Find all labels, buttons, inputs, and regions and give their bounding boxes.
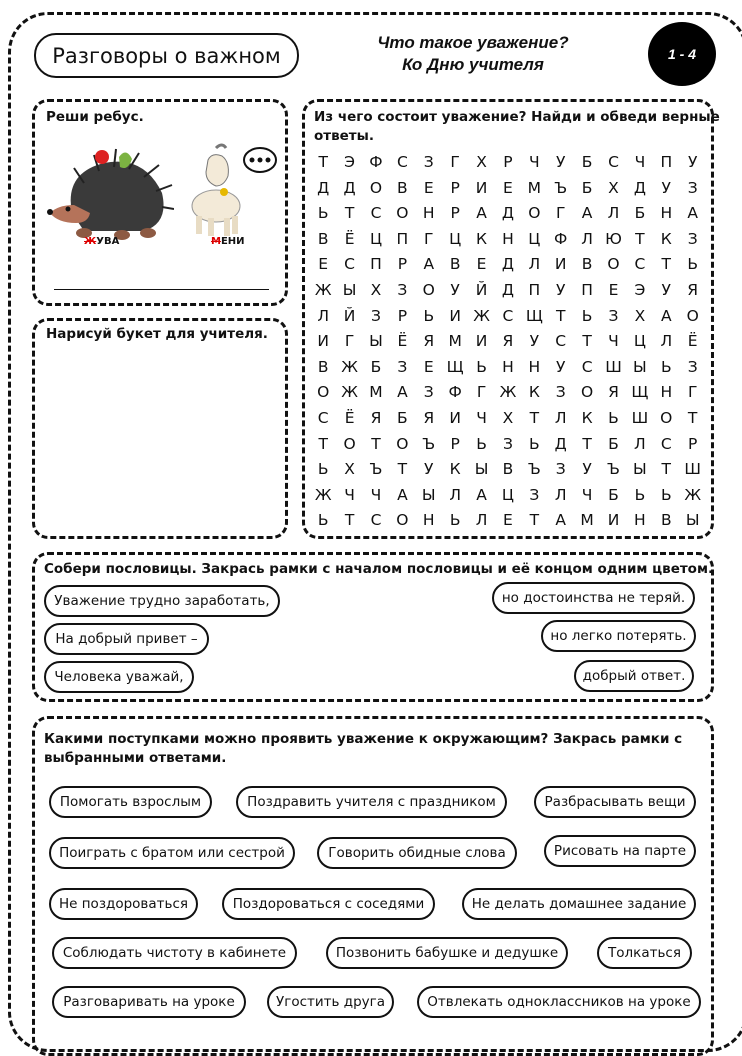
topic-title: Разговоры о важном (34, 33, 299, 78)
grid-letter[interactable]: З (555, 383, 566, 402)
proverb-end-2[interactable]: но легко потерять. (541, 620, 696, 652)
grid-letter[interactable]: Л (554, 485, 567, 504)
grid-letter[interactable]: З (423, 153, 434, 171)
grid-letter[interactable]: Т (555, 306, 566, 325)
proverb-start-2[interactable]: На добрый привет – (44, 623, 209, 655)
grid-letter[interactable]: Ь (634, 485, 646, 504)
grid-letter[interactable]: Ь (476, 357, 487, 376)
grid-letter[interactable]: Ё (344, 408, 355, 427)
grid-letter[interactable]: В (449, 255, 461, 274)
grid-letter[interactable]: Ь (687, 255, 698, 274)
grid-letter[interactable]: З (687, 357, 698, 376)
grid-letter[interactable]: И (317, 332, 329, 351)
grid-letter[interactable]: П (581, 280, 593, 299)
grid-letter[interactable]: К (528, 383, 540, 402)
grid-letter[interactable]: З (687, 229, 698, 248)
grid-letter[interactable]: Ъ (527, 460, 541, 479)
grid-letter[interactable]: С (317, 408, 329, 427)
grid-letter[interactable]: В (581, 255, 593, 274)
grid-letter[interactable]: Л (317, 306, 330, 325)
grid-letter[interactable]: Ь (529, 434, 540, 453)
grid-letter[interactable]: Ж (314, 280, 332, 299)
grid-letter[interactable]: Л (449, 485, 461, 504)
grid-letter[interactable]: Е (423, 357, 434, 376)
grid-letter[interactable]: У (582, 460, 592, 479)
grid-letter[interactable]: Т (687, 408, 698, 427)
deed-option[interactable]: Не поздороваться (49, 888, 198, 920)
grid-letter[interactable]: Ы (633, 460, 647, 479)
grid-letter[interactable]: З (608, 306, 619, 325)
grid-letter[interactable]: Ц (501, 485, 514, 504)
grid-letter[interactable]: З (687, 178, 698, 197)
grid-letter[interactable]: Д (501, 204, 514, 223)
grid-letter[interactable]: А (581, 204, 593, 223)
proverb-end-1[interactable]: но достоинства не теряй. (492, 582, 695, 614)
grid-letter[interactable]: Р (450, 204, 460, 223)
rebus-title: Реши ребус. (46, 109, 144, 125)
grid-letter[interactable]: Т (344, 204, 355, 223)
grid-letter[interactable]: С (555, 332, 567, 351)
grid-letter[interactable]: Ж (341, 357, 358, 376)
grid-letter[interactable]: А (397, 485, 408, 504)
grid-letter[interactable]: Ч (529, 153, 540, 171)
grid-letter[interactable]: Э (344, 153, 355, 171)
grid-letter[interactable]: Л (554, 408, 567, 427)
grid-letter[interactable]: Е (608, 280, 619, 299)
deed-option[interactable]: Говорить обидные слова (317, 837, 517, 869)
answer-line[interactable] (54, 289, 269, 290)
grid-letter[interactable]: Т (397, 460, 408, 479)
grid-letter[interactable]: Р (397, 255, 408, 274)
proverb-end-3[interactable]: добрый ответ. (574, 660, 694, 692)
grid-letter[interactable]: Л (607, 204, 620, 223)
grid-letter[interactable]: У (661, 280, 671, 299)
grid-letter[interactable]: З (423, 383, 434, 402)
grid-letter[interactable]: Ж (341, 383, 358, 402)
grid-letter[interactable]: Я (370, 408, 382, 427)
grid-letter[interactable]: Я (608, 383, 619, 402)
grid-letter[interactable]: С (370, 511, 382, 530)
grid-letter[interactable]: Л (581, 229, 593, 248)
grid-letter[interactable]: Г (687, 383, 698, 402)
deed-option[interactable]: Рисовать на парте (544, 835, 696, 867)
grid-letter[interactable]: Ц (528, 229, 541, 248)
grid-letter[interactable]: Ы (474, 460, 489, 479)
grid-letter[interactable]: Г (424, 229, 434, 248)
grid-letter[interactable]: С (581, 357, 593, 376)
grid-letter[interactable]: Я (502, 332, 514, 351)
grid-letter[interactable]: У (424, 460, 434, 479)
grid-letter[interactable]: Т (582, 332, 592, 351)
grid-letter[interactable]: И (475, 332, 488, 351)
grid-letter[interactable]: Ж (684, 485, 702, 504)
grid-letter[interactable]: Е (503, 178, 513, 197)
grid-letter[interactable]: А (397, 383, 408, 402)
deed-option[interactable]: Отвлекать одноклассников на уроке (417, 986, 701, 1018)
grid-letter[interactable]: Е (318, 255, 329, 274)
page-title (318, 32, 628, 76)
grid-letter[interactable]: И (475, 178, 488, 197)
grid-letter[interactable]: Д (343, 178, 356, 197)
deed-option[interactable]: Разбрасывать вещи (534, 786, 696, 818)
grid-letter[interactable]: Н (660, 204, 673, 223)
grid-letter[interactable]: Х (476, 153, 487, 171)
grid-letter[interactable]: С (396, 153, 408, 171)
grid-letter[interactable]: Т (635, 229, 645, 248)
grid-letter[interactable]: С (344, 255, 355, 274)
grid-letter[interactable]: М (580, 511, 594, 530)
grid-letter[interactable]: У (555, 280, 566, 299)
grid-letter[interactable]: Ч (370, 485, 382, 504)
grid-letter[interactable]: У (687, 153, 698, 171)
grid-letter[interactable]: К (449, 460, 461, 479)
grid-letter[interactable]: Ц (369, 229, 382, 248)
title-line-1: Что такое уважение? (377, 33, 569, 52)
grid-letter[interactable]: М (527, 178, 541, 197)
wordsearch-title: Из чего состоит уважение? Найди и обведи верные ответы. (314, 109, 720, 144)
grid-letter[interactable]: Р (503, 153, 513, 171)
grid-letter[interactable]: У (661, 178, 671, 197)
grid-letter[interactable]: Т (582, 434, 592, 453)
grid-letter[interactable]: Н (502, 229, 514, 248)
grid-letter[interactable]: З (555, 460, 566, 479)
drawing-box[interactable] (32, 318, 288, 539)
grid-letter[interactable]: Ы (633, 357, 647, 376)
proverb-start-1[interactable]: Уважение трудно заработать, (44, 585, 280, 617)
grid-letter[interactable]: Р (687, 434, 698, 453)
grid-letter[interactable]: В (660, 511, 672, 530)
grid-letter[interactable]: Х (344, 460, 355, 479)
grid-letter[interactable]: С (370, 204, 382, 223)
deed-option[interactable]: Позвонить бабушке и дедушке (326, 937, 568, 969)
grid-letter[interactable]: Н (502, 357, 514, 376)
grid-letter[interactable]: К (476, 229, 488, 248)
grid-letter[interactable]: Ч (634, 153, 646, 171)
letter-grid[interactable] (310, 150, 706, 534)
goat-icon (186, 142, 278, 238)
grid-letter[interactable]: З (397, 280, 408, 299)
proverb-start-3[interactable]: Человека уважай, (44, 661, 194, 693)
drawing-title: Нарисуй букет для учителя. (46, 326, 268, 342)
grid-letter[interactable]: Ж (314, 485, 332, 504)
grid-letter[interactable]: Ж (473, 306, 490, 325)
grid-letter[interactable]: О (607, 255, 620, 274)
grid-letter[interactable]: Ю (605, 229, 622, 248)
grid-letter[interactable]: Б (370, 357, 382, 376)
grid-letter[interactable]: У (555, 153, 566, 171)
grid-letter[interactable]: З (371, 306, 381, 325)
grid-letter[interactable]: Я (687, 280, 699, 299)
grid-letter[interactable]: Р (397, 306, 408, 325)
rebus-word-2: МЕНИ (211, 236, 245, 247)
grid-letter[interactable]: Б (608, 434, 619, 453)
grid-letter[interactable]: Ь (423, 306, 435, 325)
grid-letter[interactable]: К (581, 408, 593, 427)
grid-letter[interactable]: Щ (525, 306, 543, 325)
grid-letter[interactable]: Й (475, 280, 488, 299)
grid-letter[interactable]: О (396, 511, 409, 530)
grid-letter[interactable]: С (608, 153, 619, 171)
deed-option[interactable]: Соблюдать чистоту в кабинете (52, 937, 297, 969)
deed-option[interactable]: Разговаривать на уроке (52, 986, 246, 1018)
grid-letter[interactable]: Т (529, 408, 540, 427)
grid-letter[interactable]: Л (475, 511, 488, 530)
grid-letter[interactable]: Б (608, 485, 619, 504)
grid-letter[interactable]: Ё (687, 332, 698, 351)
grid-letter[interactable]: Ф (554, 229, 568, 248)
grid-letter[interactable]: Ф (448, 383, 462, 402)
grid-letter[interactable]: О (686, 306, 699, 325)
grid-letter[interactable]: Е (423, 178, 434, 197)
grid-letter[interactable]: Л (634, 434, 646, 453)
grid-letter[interactable]: Б (397, 408, 408, 427)
grid-letter[interactable]: М (369, 383, 383, 402)
grid-letter[interactable]: О (422, 280, 435, 299)
grid-letter[interactable]: О (528, 204, 541, 223)
grid-letter[interactable]: З (529, 485, 540, 504)
hedgehog-icon (44, 143, 174, 243)
grid-letter[interactable]: Е (503, 511, 513, 530)
deed-option[interactable]: Не делать домашнее задание (462, 888, 696, 920)
rebus-word-1: ЖУВА (84, 236, 120, 247)
grid-letter[interactable]: Ш (684, 460, 701, 479)
grid-letter[interactable]: А (555, 511, 567, 530)
grid-letter[interactable]: В (397, 178, 408, 197)
grid-letter[interactable]: П (396, 229, 409, 248)
grid-letter[interactable]: Ь (581, 306, 593, 325)
grid-letter[interactable]: Ъ (422, 434, 436, 453)
grid-letter[interactable]: Ь (317, 204, 329, 223)
grid-letter[interactable]: Г (344, 332, 355, 351)
grid-letter[interactable]: Т (661, 460, 671, 479)
grid-letter[interactable]: Ъ (607, 460, 620, 479)
grid-letter[interactable]: О (343, 434, 356, 453)
grid-letter[interactable]: О (369, 178, 383, 197)
grid-letter[interactable]: У (529, 332, 540, 351)
grid-letter[interactable]: Р (450, 178, 460, 197)
grid-letter[interactable]: Ь (317, 460, 329, 479)
grid-letter[interactable]: Т (529, 511, 540, 530)
grid-letter[interactable]: Д (554, 434, 567, 453)
deed-option[interactable]: Поздороваться с соседями (222, 888, 435, 920)
grid-letter[interactable]: Т (318, 153, 328, 171)
grid-letter[interactable]: Я (423, 332, 435, 351)
grid-letter[interactable]: Э (634, 280, 646, 299)
grid-letter[interactable]: В (317, 229, 329, 248)
grid-letter[interactable]: Ь (449, 511, 461, 530)
grid-letter[interactable]: О (660, 408, 673, 427)
grid-letter[interactable]: О (581, 383, 594, 402)
grid-letter[interactable]: О (396, 204, 409, 223)
grid-letter[interactable]: П (528, 280, 541, 299)
grid-letter[interactable]: Т (371, 434, 381, 453)
grid-letter[interactable]: Д (633, 178, 646, 197)
deed-option[interactable]: Помогать взрослым (49, 786, 212, 818)
deeds-title: Какими поступками можно проявить уважение к окружающим? Закрась рамки с выбранными ответами. (44, 731, 683, 766)
grid-letter[interactable]: П (660, 153, 673, 171)
grid-letter[interactable]: Н (634, 511, 646, 530)
grid-letter[interactable]: Ы (685, 511, 700, 530)
grid-letter[interactable]: М (448, 332, 462, 351)
deed-option[interactable]: Поиграть с братом или сестрой (49, 837, 295, 869)
grid-letter[interactable]: З (502, 434, 513, 453)
proverbs-title: Собери пословицы. Закрась рамки с началом пословицы и её концом одним цветом. (44, 561, 714, 577)
grid-letter[interactable]: Ъ (554, 178, 568, 197)
grid-letter[interactable]: Ч (608, 332, 619, 351)
title-line-2: Ко Дню учителя (402, 55, 544, 74)
grid-letter[interactable]: Г (450, 153, 460, 171)
grid-letter[interactable]: Т (318, 434, 328, 453)
grid-letter[interactable]: Д (317, 178, 330, 197)
grid-letter[interactable]: Ч (476, 408, 487, 427)
grid-letter[interactable]: Ь (476, 434, 487, 453)
grid-letter[interactable]: Н (660, 383, 673, 402)
grid-letter[interactable]: Ё (397, 332, 408, 351)
grid-letter[interactable]: Л (660, 332, 673, 351)
grid-letter[interactable]: Й (343, 306, 356, 325)
grid-letter[interactable]: К (660, 229, 672, 248)
grid-letter[interactable]: И (554, 255, 567, 274)
grid-letter[interactable]: Т (661, 255, 671, 274)
grid-letter[interactable]: А (687, 204, 698, 223)
grid-letter[interactable]: Л (528, 255, 541, 274)
grid-letter[interactable]: Щ (446, 357, 464, 376)
grid-letter[interactable]: И (449, 306, 461, 325)
grid-letter[interactable]: Ы (421, 485, 436, 504)
grid-letter[interactable]: С (660, 434, 672, 453)
grid-letter[interactable]: Ж (499, 383, 517, 402)
grid-letter[interactable]: С (502, 306, 514, 325)
grid-letter[interactable]: С (634, 255, 646, 274)
grid-letter[interactable]: Щ (631, 383, 649, 402)
grid-letter[interactable]: Х (608, 178, 619, 197)
grid-letter[interactable]: З (397, 357, 408, 376)
grid-letter[interactable]: Ч (581, 485, 593, 504)
grid-letter[interactable]: Ъ (369, 460, 383, 479)
grid-letter[interactable]: О (396, 434, 409, 453)
deed-option[interactable]: Поздравить учителя с праздником (236, 786, 507, 818)
grid-letter[interactable]: О (317, 383, 330, 402)
deed-option[interactable]: Толкаться (597, 937, 692, 969)
grid-letter[interactable]: Х (370, 280, 382, 299)
grid-letter[interactable]: Б (581, 153, 593, 171)
grid-letter[interactable]: В (317, 357, 329, 376)
grade-badge: 1 - 4 (648, 22, 716, 86)
grid-letter[interactable]: Х (634, 306, 646, 325)
grid-letter[interactable]: Р (450, 434, 460, 453)
grid-letter[interactable]: А (476, 485, 487, 504)
grid-letter[interactable]: Т (344, 511, 355, 530)
grid-letter[interactable]: Ф (369, 153, 383, 171)
grid-letter[interactable]: И (449, 408, 461, 427)
grid-letter[interactable]: Я (423, 408, 435, 427)
grid-letter[interactable]: А (476, 204, 487, 223)
grid-letter[interactable]: Ц (633, 332, 646, 351)
grid-letter[interactable]: Б (581, 178, 593, 197)
grid-letter[interactable]: Н (422, 204, 435, 223)
grid-letter[interactable]: Е (476, 255, 487, 274)
grid-letter[interactable]: Д (501, 255, 514, 274)
grid-letter[interactable]: А (423, 255, 435, 274)
grid-letter[interactable]: Ш (605, 357, 622, 376)
grid-letter[interactable]: Ш (631, 408, 649, 427)
grid-letter[interactable]: Ё (344, 229, 355, 248)
grid-letter[interactable]: И (607, 511, 620, 530)
grid-letter[interactable]: Ы (342, 280, 357, 299)
grid-letter[interactable]: А (660, 306, 672, 325)
grid-letter[interactable]: Н (422, 511, 435, 530)
grid-letter[interactable]: Ц (449, 229, 462, 248)
grid-letter[interactable]: Г (476, 383, 487, 402)
grid-letter[interactable]: Ч (344, 485, 355, 504)
grid-letter[interactable]: Ь (660, 357, 672, 376)
grid-letter[interactable]: У (555, 357, 566, 376)
deed-option[interactable]: Угостить друга (267, 986, 394, 1018)
grid-letter[interactable]: Ь (608, 408, 619, 427)
grid-letter[interactable]: У (450, 280, 460, 299)
grid-letter[interactable]: Ь (660, 485, 672, 504)
grid-letter[interactable]: П (370, 255, 382, 274)
grid-letter[interactable]: В (502, 460, 514, 479)
grid-letter[interactable]: Х (502, 408, 514, 427)
grid-letter[interactable]: Д (501, 280, 514, 299)
grid-letter[interactable]: Н (528, 357, 541, 376)
grid-letter[interactable]: Б (634, 204, 646, 223)
grid-letter[interactable]: Ы (369, 332, 383, 351)
grid-letter[interactable]: Ь (317, 511, 329, 530)
grid-letter[interactable]: Г (555, 204, 566, 223)
